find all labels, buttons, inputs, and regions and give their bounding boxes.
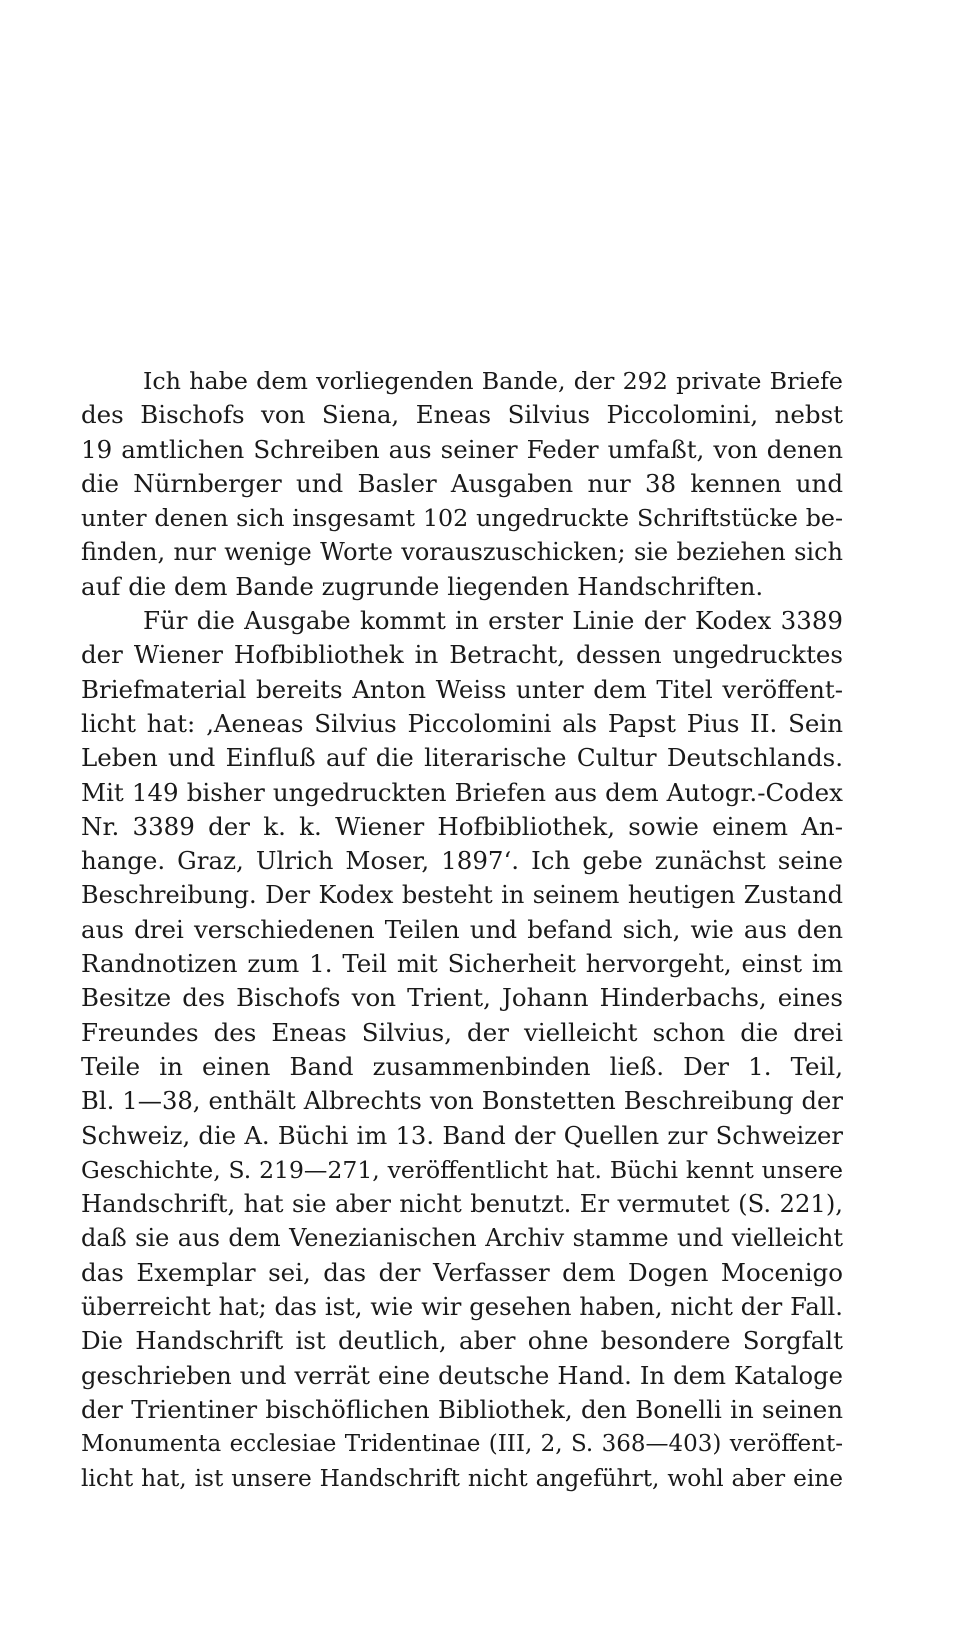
text-line: Für die Ausgabe kommt in erster Linie der Kodex 3389 <box>143 606 843 636</box>
text-line: daß sie aus dem Venezianischen Archiv stamme und vielleicht <box>81 1224 843 1253</box>
text-line: der Trientiner bischöflichen Bibliothek, den Bonelli in seinen <box>81 1394 843 1424</box>
text-line: Die Handschrift ist deutlich, aber ohne besondere Sorgfalt <box>81 1326 843 1356</box>
text-line: hange. Graz, Ulrich Moser, 1897‘. Ich gebe zunächst seine <box>81 846 843 876</box>
text-line: licht hat, ist unsere Handschrift nicht angeführt, wohl aber eine <box>81 1464 843 1492</box>
text-line: Handschrift, hat sie aber nicht benutzt. Er vermutet (S. 221), <box>81 1189 843 1219</box>
text-line: Freundes des Eneas Silvius, der vielleicht schon die drei <box>81 1017 843 1047</box>
text-line: auf die dem Bande zugrunde liegenden Handschriften. <box>81 571 764 601</box>
text-line: Geschichte, S. 219—271, veröffentlicht hat. Büchi kennt unsere <box>81 1155 843 1184</box>
text-line: Briefmaterial bereits Anton Weiss unter dem Titel veröffent- <box>81 674 843 704</box>
text-line: Leben und Einfluß auf die literarische Cultur Deutschlands. <box>81 743 843 773</box>
text-line: Monumenta ecclesiae Tridentinae (III, 2, S. 368—403) veröffent- <box>81 1431 843 1458</box>
text-line: Beschreibung. Der Kodex besteht in seinem heutigen Zustand <box>81 881 843 910</box>
text-line: 19 amtlichen Schreiben aus seiner Feder umfaßt, von denen <box>81 434 843 464</box>
text-line: Ich habe dem vorliegenden Bande, der 292 private Briefe <box>143 367 843 395</box>
text-line: Schweiz, die A. Büchi im 13. Band der Quellen zur Schweizer <box>81 1120 843 1150</box>
text-line: Nr. 3389 der k. k. Wiener Hofbibliothek, sowie einem An- <box>81 811 843 841</box>
text-line: überreicht hat; das ist, wie wir gesehen haben, nicht der Fall. <box>81 1292 843 1322</box>
text-line: aus drei verschiedenen Teilen und befand sich, wie aus den <box>81 914 843 944</box>
text-line: Randnotizen zum 1. Teil mit Sicherheit hervorgeht, einst im <box>81 949 843 979</box>
text-line: licht hat: ‚Aeneas Silvius Piccolomini als Papst Pius II. Sein <box>81 708 843 738</box>
text-line: Besitze des Bischofs von Trient, Johann Hinderbachs, eines <box>81 983 843 1013</box>
text-line: geschrieben und verrät eine deutsche Hand. In dem Kataloge <box>81 1360 843 1390</box>
text-line: Bl. 1—38, enthält Albrechts von Bonstetten Beschreibung der <box>81 1086 843 1116</box>
text-line: der Wiener Hofbibliothek in Betracht, dessen ungedrucktes <box>81 640 843 670</box>
text-line: Teile in einen Band zusammenbinden ließ. Der 1. Teil, <box>81 1051 843 1081</box>
body-text <box>81 364 843 1496</box>
text-line: unter denen sich insgesamt 102 ungedruckte Schriftstücke be- <box>81 504 843 533</box>
text-line: finden, nur wenige Worte vorauszuschicken; sie beziehen sich <box>81 538 843 567</box>
text-line: Mit 149 bisher ungedruckten Briefen aus dem Autogr.-Codex <box>81 777 843 807</box>
text-line: des Bischofs von Siena, Eneas Silvius Piccolomini, nebst <box>81 400 843 430</box>
text-line: die Nürnberger und Basler Ausgaben nur 38 kennen und <box>81 468 843 498</box>
text-line: das Exemplar sei, das der Verfasser dem Dogen Mocenigo <box>81 1257 843 1287</box>
